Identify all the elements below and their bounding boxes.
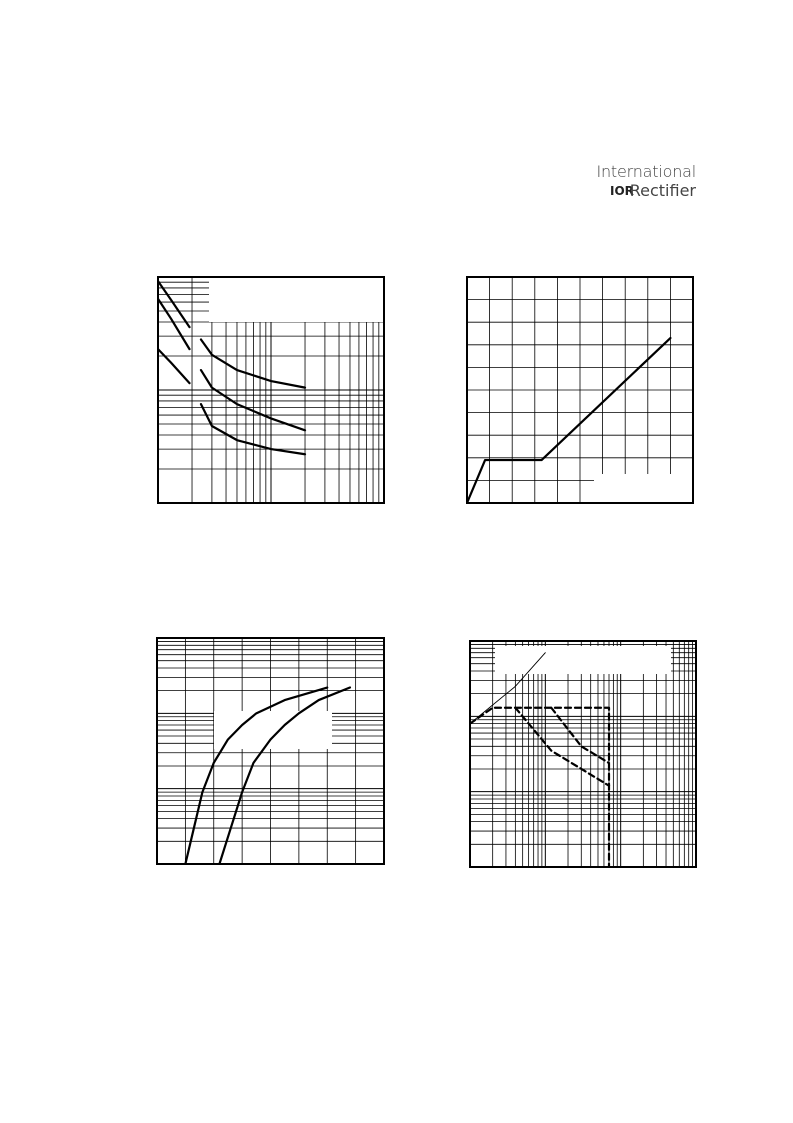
brand-logo xyxy=(596,160,700,202)
series-2-line xyxy=(470,708,609,867)
grid xyxy=(157,638,384,864)
chart-top-right xyxy=(466,276,694,504)
chart-top-left-svg xyxy=(157,276,385,504)
grid xyxy=(467,277,693,503)
legend-box xyxy=(214,711,332,749)
chart-bottom-left-svg xyxy=(156,637,385,865)
brand-mark: IOR xyxy=(610,184,634,196)
series-2-line-seg-2 xyxy=(201,370,305,430)
series-2-line-seg-1 xyxy=(158,299,190,349)
brand-name-line1: International xyxy=(596,162,696,181)
legend-box xyxy=(495,646,671,674)
grid xyxy=(470,641,696,867)
legend-box xyxy=(209,278,383,322)
chart-top-left xyxy=(157,276,385,504)
chart-bottom-left xyxy=(156,637,385,865)
plot-frame xyxy=(470,641,696,867)
chart-bottom-right xyxy=(469,640,697,868)
legend-box xyxy=(594,474,692,502)
series-1-line-seg-2 xyxy=(201,339,305,387)
chart-bottom-right-svg xyxy=(469,640,697,868)
series-3-line-seg-1 xyxy=(158,349,190,383)
brand-name-line2: Rectifier xyxy=(629,181,696,200)
chart-top-right-svg xyxy=(466,276,694,504)
